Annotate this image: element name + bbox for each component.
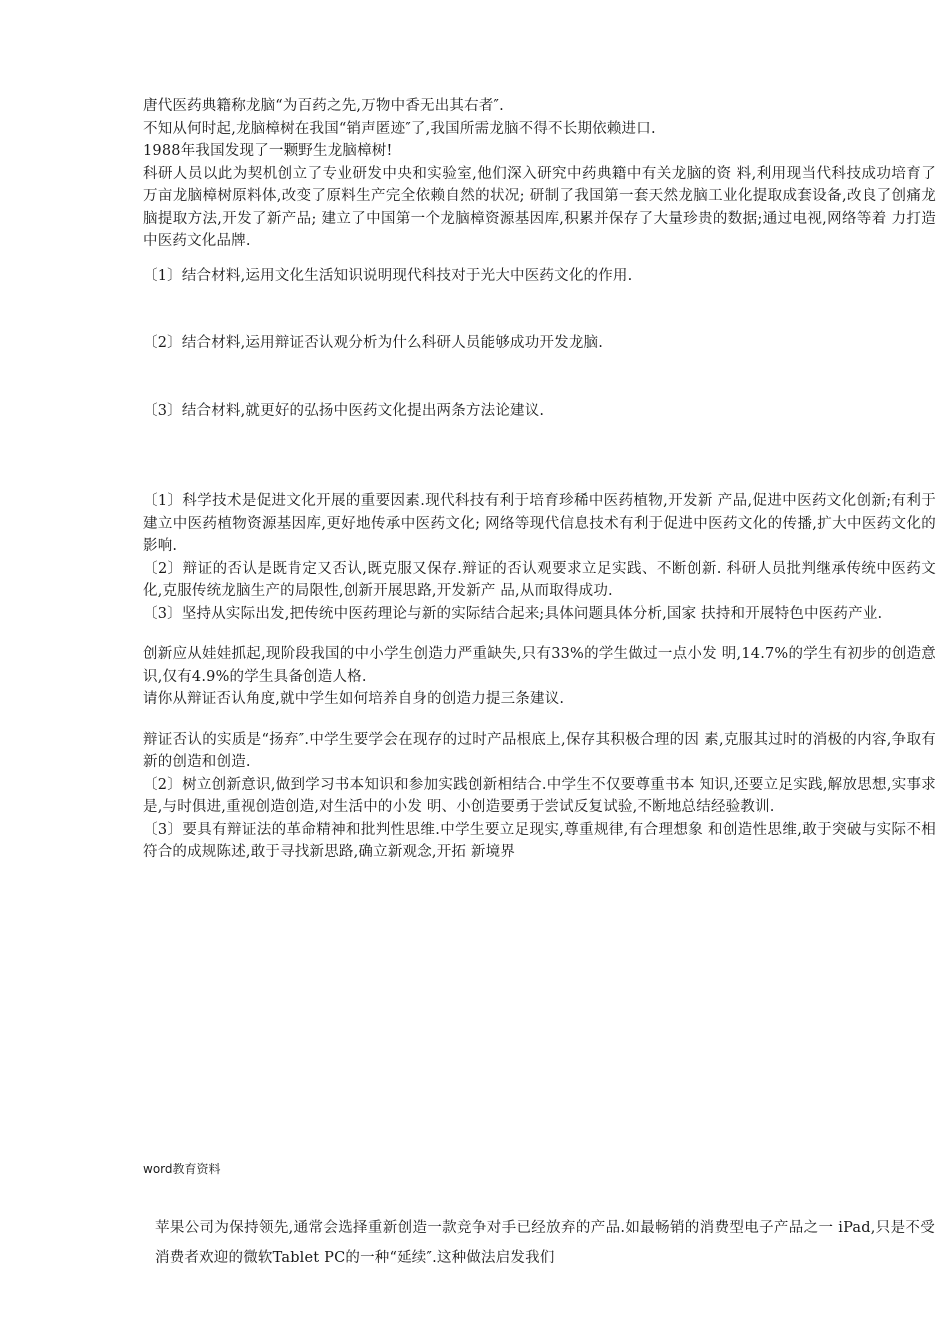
document-body (143, 95, 936, 864)
material-2-answer-2: 〔2〕树立创新意识,做到学习书本知识和参加实践创新相结合.中学生不仅要尊重书本 知识,还要立足实践,解放思想,实事求是,与时俱进,重视创造创造,对生活中的小发 明、小创造要勇于尝试反复试验,不断地总结经验教训. (143, 776, 936, 815)
material-2-answer-1: 辩证否认的实质是“扬弃″.中学生要学会在现存的过时产品根底上,保存其积极合理的因 素,克服其过时的消极的内容,争取有新的创造和创造. (143, 731, 936, 770)
spacer (143, 422, 936, 490)
answer-1: 〔1〕科学技术是促进文化开展的重要因素.现代科技有利于培育珍稀中医药植物,开发新 产品,促进中医药文化创新;有利于建立中医药植物资源基因库,更好地传承中医药文化; 网络等现代信息技术有利于促进中医药文化的传播,扩大中医药文化的影响. (143, 493, 936, 554)
tail-paragraph: 苹果公司为保持领先,通常会选择重新创造一款竞争对手已经放弃的产品.如最畅销的消费型电子产品之一 iPad,只是不受消费者欢迎的微软Tablet PC的一种“延续″.这种做法启发我们 (155, 1219, 935, 1266)
intro-line-3: 1988年我国发现了一颗野生龙脑樟树! (143, 143, 393, 159)
question-1: 〔1〕结合材料,运用文化生活知识说明现代科技对于光大中医药文化的作用. (143, 267, 633, 284)
spacer (143, 711, 936, 729)
intro-line-1: 唐代医药典籍称龙脑“为百药之先,万物中香无出其右者″. (143, 98, 504, 114)
material-2-question: 请你从辩证否认角度,就中学生如何培养自身的创造力提三条建议. (143, 691, 565, 707)
spacer (143, 287, 936, 332)
material-2-paragraph: 创新应从娃娃抓起,现阶段我国的中小学生创造力严重缺失,只有33%的学生做过一点小发 明,14.7%的学生有初步的创造意识,仅有4.9%的学生具备创造人格. (143, 646, 936, 685)
spacer (143, 355, 936, 400)
question-2: 〔2〕结合材料,运用辩证否认观分析为什么科研人员能够成功开发龙脑. (143, 335, 604, 351)
intro-line-2: 不知从何时起,龙脑樟树在我国“销声匿迹″了,我国所需龙脑不得不长期依赖进口. (143, 120, 656, 137)
intro-paragraph-4: 科研人员以此为契机创立了专业研发中央和实验室,他们深入研究中药典籍中有关龙脑的资 料,利用现当代科技成功培育了万亩龙脑樟树原料体,改变了原料生产完全依赖自然的状况; 研制了我国第一套天然龙脑工业化提取成套设备,改良了创痛龙脑提取方法,开发了新产品; 建立了中国第一个龙脑樟资源基因库,积累并保存了大量珍贵的数据;通过电视,网络等着 力打造中医药文化品牌. (143, 165, 936, 249)
answer-2: 〔2〕辩证的否认是既肯定又否认,既克服又保存.辩证的否认观要求立足实践、不断创新. 科研人员批判继承传统中医药文化,克服传统龙脑生产的局限性,创新开展思路,开发新产 品,从而取得成功. (143, 560, 936, 599)
spacer (143, 625, 936, 643)
material-2-answer-3: 〔3〕要具有辩证法的革命精神和批判性思维.中学生要立足现实,尊重规律,有合理想象 和创造性思维,敢于突破与实际不相符合的成规陈述,敢于寻找新思路,确立新观念,开拓 新境界 (143, 821, 936, 860)
question-3: 〔3〕结合材料,就更好的弘扬中医药文化提出两条方法论建议. (143, 402, 545, 419)
footer-label: word教育资料 (143, 1162, 221, 1176)
spacer (143, 253, 936, 265)
answer-3: 〔3〕坚持从实际出发,把传统中医药理论与新的实际结合起来;具体问题具体分析,国家 扶持和开展特色中医药产业. (143, 605, 883, 622)
